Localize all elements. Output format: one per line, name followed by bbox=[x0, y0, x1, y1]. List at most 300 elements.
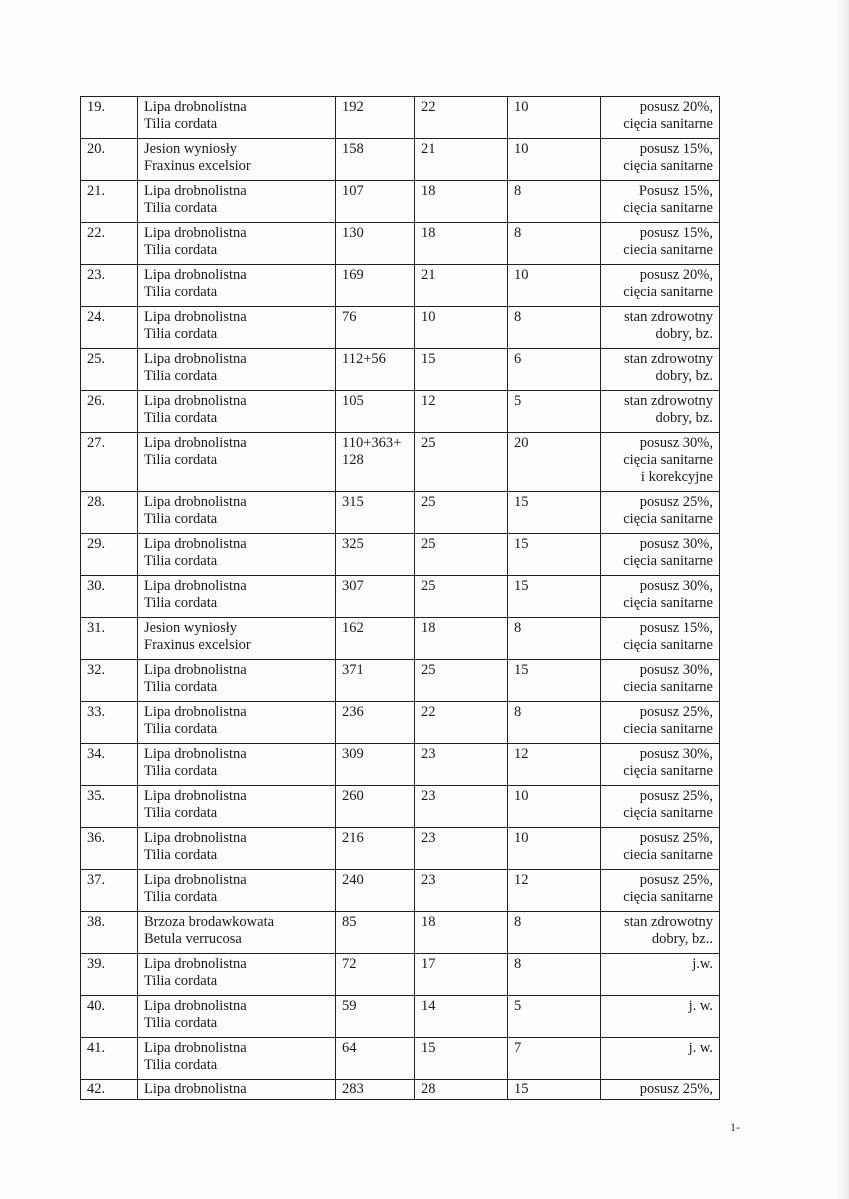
health-state-cell bbox=[601, 912, 720, 954]
tree-number: 29. bbox=[87, 536, 106, 552]
table-row bbox=[81, 870, 720, 912]
crown-width-value: 15 bbox=[514, 662, 529, 678]
tree-number-cell bbox=[81, 576, 138, 618]
crown-width-cell bbox=[508, 139, 601, 181]
trunk-circumference-value: 283 bbox=[342, 1081, 364, 1097]
tree-height-cell bbox=[415, 1038, 508, 1080]
tree-number: 22. bbox=[87, 225, 106, 241]
species-cell bbox=[138, 265, 336, 307]
trunk-circumference-value: 158 bbox=[342, 141, 364, 157]
species-polish-name: Lipa drobnolistna bbox=[144, 662, 247, 678]
health-state-line: dobry, bz.. bbox=[651, 931, 713, 947]
species-cell bbox=[138, 534, 336, 576]
tree-height-cell bbox=[415, 786, 508, 828]
species-polish-name: Lipa drobnolistna bbox=[144, 998, 247, 1014]
crown-width-cell bbox=[508, 223, 601, 265]
health-state-cell bbox=[601, 618, 720, 660]
species-latin-name: Tilia cordata bbox=[144, 763, 218, 779]
tree-height-value: 12 bbox=[421, 393, 436, 409]
species-cell bbox=[138, 786, 336, 828]
crown-width-cell bbox=[508, 1080, 601, 1100]
trunk-circumference-cell bbox=[336, 223, 415, 265]
tree-number: 40. bbox=[87, 998, 106, 1014]
trunk-circumference-value: 105 bbox=[342, 393, 364, 409]
health-state-cell bbox=[601, 744, 720, 786]
health-state-line: dobry, bz. bbox=[655, 368, 713, 384]
trunk-circumference-cell bbox=[336, 534, 415, 576]
health-state-cell bbox=[601, 534, 720, 576]
health-state-cell bbox=[601, 307, 720, 349]
health-state-line: posusz 30%, bbox=[639, 662, 713, 678]
species-polish-name: Lipa drobnolistna bbox=[144, 872, 247, 888]
tree-height-value: 18 bbox=[421, 914, 436, 930]
crown-width-value: 10 bbox=[514, 830, 529, 846]
trunk-circumference-value: 72 bbox=[342, 956, 357, 972]
trunk-circumference-cell bbox=[336, 912, 415, 954]
health-state-cell bbox=[601, 1080, 720, 1100]
health-state-cell bbox=[601, 349, 720, 391]
tree-number: 30. bbox=[87, 578, 106, 594]
species-latin-name: Fraxinus excelsior bbox=[144, 158, 251, 174]
trunk-circumference-cell bbox=[336, 828, 415, 870]
tree-height-cell bbox=[415, 954, 508, 996]
tree-height-value: 22 bbox=[421, 99, 436, 115]
tree-number: 19. bbox=[87, 99, 106, 115]
tree-height-cell bbox=[415, 828, 508, 870]
table-row bbox=[81, 744, 720, 786]
species-cell bbox=[138, 349, 336, 391]
tree-height-cell bbox=[415, 433, 508, 492]
tree-height-value: 25 bbox=[421, 578, 436, 594]
species-latin-name: Tilia cordata bbox=[144, 326, 218, 342]
tree-number-cell bbox=[81, 97, 138, 139]
health-state-line: cięcia sanitarne bbox=[623, 200, 713, 216]
crown-width-value: 10 bbox=[514, 141, 529, 157]
health-state-line: posusz 15%, bbox=[639, 620, 713, 636]
tree-height-value: 18 bbox=[421, 183, 436, 199]
species-cell bbox=[138, 660, 336, 702]
tree-number-cell bbox=[81, 912, 138, 954]
trunk-circumference-cell bbox=[336, 576, 415, 618]
species-latin-name: Tilia cordata bbox=[144, 721, 218, 737]
tree-number: 37. bbox=[87, 872, 106, 888]
crown-width-value: 15 bbox=[514, 1081, 529, 1097]
species-latin-name: Tilia cordata bbox=[144, 595, 218, 611]
species-polish-name: Lipa drobnolistna bbox=[144, 788, 247, 804]
crown-width-cell bbox=[508, 349, 601, 391]
health-state-line: posusz 20%, bbox=[639, 267, 713, 283]
tree-number-cell bbox=[81, 139, 138, 181]
crown-width-value: 8 bbox=[514, 914, 522, 930]
crown-width-cell bbox=[508, 97, 601, 139]
crown-width-value: 8 bbox=[514, 620, 522, 636]
table-row bbox=[81, 1080, 720, 1100]
tree-height-cell bbox=[415, 870, 508, 912]
tree-number-cell bbox=[81, 181, 138, 223]
tree-height-value: 23 bbox=[421, 872, 436, 888]
table-row bbox=[81, 828, 720, 870]
species-latin-name: Tilia cordata bbox=[144, 116, 218, 132]
health-state-cell bbox=[601, 492, 720, 534]
health-state-cell bbox=[601, 181, 720, 223]
crown-width-value: 10 bbox=[514, 267, 529, 283]
crown-width-cell bbox=[508, 576, 601, 618]
trunk-circumference-value: 309 bbox=[342, 746, 364, 762]
health-state-line: dobry, bz. bbox=[655, 410, 713, 426]
crown-width-cell bbox=[508, 954, 601, 996]
trunk-circumference-cell bbox=[336, 181, 415, 223]
species-latin-name: Betula verrucosa bbox=[144, 931, 242, 947]
tree-number-cell bbox=[81, 744, 138, 786]
trunk-circumference-value: 110+363+ bbox=[342, 435, 402, 451]
species-cell bbox=[138, 1038, 336, 1080]
trunk-circumference-value: 315 bbox=[342, 494, 364, 510]
tree-height-cell bbox=[415, 576, 508, 618]
trunk-circumference-cell bbox=[336, 265, 415, 307]
trunk-circumference-cell bbox=[336, 391, 415, 433]
species-cell bbox=[138, 433, 336, 492]
tree-number: 42. bbox=[87, 1081, 106, 1097]
species-cell bbox=[138, 181, 336, 223]
health-state-line: posusz 25%, bbox=[639, 704, 713, 720]
species-polish-name: Lipa drobnolistna bbox=[144, 99, 247, 115]
crown-width-cell bbox=[508, 433, 601, 492]
tree-height-value: 10 bbox=[421, 309, 436, 325]
species-cell bbox=[138, 954, 336, 996]
trunk-circumference-value: 130 bbox=[342, 225, 364, 241]
tree-number-cell bbox=[81, 786, 138, 828]
trunk-circumference-cell bbox=[336, 307, 415, 349]
trunk-circumference-cell bbox=[336, 744, 415, 786]
species-polish-name: Lipa drobnolistna bbox=[144, 225, 247, 241]
species-latin-name: Tilia cordata bbox=[144, 242, 218, 258]
table-row bbox=[81, 996, 720, 1038]
health-state-line: cięcia sanitarne bbox=[623, 763, 713, 779]
trunk-circumference-value: 85 bbox=[342, 914, 357, 930]
tree-height-value: 25 bbox=[421, 536, 436, 552]
species-cell bbox=[138, 1080, 336, 1100]
trunk-circumference-value: 236 bbox=[342, 704, 364, 720]
species-cell bbox=[138, 223, 336, 265]
health-state-cell bbox=[601, 576, 720, 618]
trunk-circumference-value: 162 bbox=[342, 620, 364, 636]
species-cell bbox=[138, 307, 336, 349]
species-polish-name: Lipa drobnolistna bbox=[144, 536, 247, 552]
health-state-cell bbox=[601, 996, 720, 1038]
page-edge-shadow bbox=[837, 0, 849, 1199]
trunk-circumference-value: 128 bbox=[342, 452, 364, 468]
trunk-circumference-cell bbox=[336, 702, 415, 744]
species-polish-name: Lipa drobnolistna bbox=[144, 956, 247, 972]
crown-width-cell bbox=[508, 307, 601, 349]
health-state-line: cięcia sanitarne bbox=[623, 889, 713, 905]
trunk-circumference-cell bbox=[336, 1038, 415, 1080]
tree-number: 31. bbox=[87, 620, 106, 636]
crown-width-value: 8 bbox=[514, 183, 522, 199]
crown-width-value: 5 bbox=[514, 393, 522, 409]
trunk-circumference-cell bbox=[336, 954, 415, 996]
trunk-circumference-cell bbox=[336, 433, 415, 492]
table-row bbox=[81, 349, 720, 391]
trunk-circumference-value: 107 bbox=[342, 183, 364, 199]
tree-height-value: 28 bbox=[421, 1081, 436, 1097]
tree-number-cell bbox=[81, 954, 138, 996]
tree-number-cell bbox=[81, 307, 138, 349]
species-polish-name: Jesion wyniosły bbox=[144, 620, 238, 636]
tree-height-cell bbox=[415, 702, 508, 744]
crown-width-cell bbox=[508, 181, 601, 223]
crown-width-value: 15 bbox=[514, 536, 529, 552]
tree-number-cell bbox=[81, 265, 138, 307]
species-polish-name: Lipa drobnolistna bbox=[144, 746, 247, 762]
tree-number: 20. bbox=[87, 141, 106, 157]
tree-height-value: 25 bbox=[421, 494, 436, 510]
trunk-circumference-cell bbox=[336, 139, 415, 181]
tree-height-value: 22 bbox=[421, 704, 436, 720]
table-row bbox=[81, 181, 720, 223]
health-state-line: cięcia sanitarne bbox=[623, 553, 713, 569]
health-state-line: posusz 30%, bbox=[639, 578, 713, 594]
trunk-circumference-value: 216 bbox=[342, 830, 364, 846]
crown-width-value: 5 bbox=[514, 998, 522, 1014]
crown-width-cell bbox=[508, 744, 601, 786]
crown-width-cell bbox=[508, 265, 601, 307]
table-row bbox=[81, 223, 720, 265]
species-cell bbox=[138, 97, 336, 139]
tree-number-cell bbox=[81, 223, 138, 265]
trunk-circumference-value: 192 bbox=[342, 99, 364, 115]
table-row bbox=[81, 786, 720, 828]
species-latin-name: Tilia cordata bbox=[144, 889, 218, 905]
trunk-circumference-cell bbox=[336, 786, 415, 828]
species-latin-name: Tilia cordata bbox=[144, 452, 218, 468]
tree-number-cell bbox=[81, 702, 138, 744]
species-cell bbox=[138, 828, 336, 870]
health-state-cell bbox=[601, 433, 720, 492]
species-cell bbox=[138, 744, 336, 786]
tree-height-cell bbox=[415, 912, 508, 954]
crown-width-value: 15 bbox=[514, 578, 529, 594]
table-row bbox=[81, 391, 720, 433]
tree-number: 24. bbox=[87, 309, 106, 325]
health-state-line: posusz 25%, bbox=[639, 872, 713, 888]
table-row bbox=[81, 265, 720, 307]
tree-number: 34. bbox=[87, 746, 106, 762]
table-row bbox=[81, 954, 720, 996]
crown-width-value: 15 bbox=[514, 494, 529, 510]
table-row bbox=[81, 492, 720, 534]
tree-height-value: 25 bbox=[421, 662, 436, 678]
tree-height-value: 21 bbox=[421, 267, 436, 283]
tree-height-cell bbox=[415, 618, 508, 660]
tree-height-cell bbox=[415, 996, 508, 1038]
tree-height-cell bbox=[415, 265, 508, 307]
tree-height-cell bbox=[415, 534, 508, 576]
health-state-line: ciecia sanitarne bbox=[623, 721, 713, 737]
tree-number: 28. bbox=[87, 494, 106, 510]
species-latin-name: Tilia cordata bbox=[144, 679, 218, 695]
species-cell bbox=[138, 492, 336, 534]
health-state-line: i korekcyjne bbox=[640, 469, 713, 485]
species-latin-name: Tilia cordata bbox=[144, 200, 218, 216]
crown-width-cell bbox=[508, 786, 601, 828]
crown-width-cell bbox=[508, 534, 601, 576]
species-latin-name: Tilia cordata bbox=[144, 1057, 218, 1073]
table-row bbox=[81, 702, 720, 744]
species-cell bbox=[138, 576, 336, 618]
health-state-line: posusz 25%, bbox=[639, 830, 713, 846]
tree-height-value: 14 bbox=[421, 998, 436, 1014]
table-row bbox=[81, 433, 720, 492]
crown-width-cell bbox=[508, 702, 601, 744]
species-polish-name: Lipa drobnolistna bbox=[144, 1081, 247, 1097]
tree-number-cell bbox=[81, 433, 138, 492]
trunk-circumference-cell bbox=[336, 97, 415, 139]
tree-inventory-body bbox=[81, 97, 720, 1100]
tree-number: 21. bbox=[87, 183, 106, 199]
crown-width-value: 6 bbox=[514, 351, 522, 367]
tree-height-cell bbox=[415, 1080, 508, 1100]
health-state-cell bbox=[601, 786, 720, 828]
health-state-line: Posusz 15%, bbox=[638, 183, 713, 199]
table-row bbox=[81, 660, 720, 702]
species-polish-name: Lipa drobnolistna bbox=[144, 1040, 247, 1056]
tree-number: 25. bbox=[87, 351, 106, 367]
health-state-cell bbox=[601, 954, 720, 996]
tree-number: 39. bbox=[87, 956, 106, 972]
species-polish-name: Jesion wyniosły bbox=[144, 141, 238, 157]
tree-number-cell bbox=[81, 870, 138, 912]
crown-width-cell bbox=[508, 618, 601, 660]
tree-number: 26. bbox=[87, 393, 106, 409]
species-cell bbox=[138, 618, 336, 660]
trunk-circumference-cell bbox=[336, 996, 415, 1038]
tree-number-cell bbox=[81, 391, 138, 433]
crown-width-cell bbox=[508, 912, 601, 954]
table-row bbox=[81, 1038, 720, 1080]
health-state-line: stan zdrowotny bbox=[624, 393, 713, 409]
tree-height-cell bbox=[415, 307, 508, 349]
health-state-line: cięcia sanitarne bbox=[623, 116, 713, 132]
tree-height-cell bbox=[415, 391, 508, 433]
tree-number: 33. bbox=[87, 704, 106, 720]
health-state-line: stan zdrowotny bbox=[624, 351, 713, 367]
tree-number-cell bbox=[81, 660, 138, 702]
health-state-line: j. w. bbox=[688, 1040, 713, 1056]
trunk-circumference-cell bbox=[336, 618, 415, 660]
health-state-cell bbox=[601, 870, 720, 912]
crown-width-cell bbox=[508, 828, 601, 870]
crown-width-value: 20 bbox=[514, 435, 529, 451]
tree-number-cell bbox=[81, 1080, 138, 1100]
crown-width-value: 7 bbox=[514, 1040, 522, 1056]
health-state-cell bbox=[601, 391, 720, 433]
crown-width-value: 12 bbox=[514, 746, 529, 762]
tree-height-cell bbox=[415, 744, 508, 786]
health-state-cell bbox=[601, 223, 720, 265]
table-row bbox=[81, 618, 720, 660]
page-number: 1- bbox=[730, 1120, 740, 1134]
health-state-line: j.w. bbox=[692, 956, 713, 972]
tree-height-cell bbox=[415, 223, 508, 265]
health-state-line: stan zdrowotny bbox=[624, 309, 713, 325]
health-state-line: dobry, bz. bbox=[655, 326, 713, 342]
tree-number: 23. bbox=[87, 267, 106, 283]
crown-width-value: 10 bbox=[514, 99, 529, 115]
tree-number: 32. bbox=[87, 662, 106, 678]
crown-width-cell bbox=[508, 1038, 601, 1080]
health-state-cell bbox=[601, 702, 720, 744]
health-state-line: cięcia sanitarne bbox=[623, 452, 713, 468]
species-latin-name: Tilia cordata bbox=[144, 410, 218, 426]
tree-height-cell bbox=[415, 181, 508, 223]
table-row bbox=[81, 912, 720, 954]
tree-number: 35. bbox=[87, 788, 106, 804]
health-state-cell bbox=[601, 1038, 720, 1080]
species-latin-name: Tilia cordata bbox=[144, 553, 218, 569]
species-polish-name: Lipa drobnolistna bbox=[144, 435, 247, 451]
tree-height-value: 23 bbox=[421, 788, 436, 804]
tree-number-cell bbox=[81, 828, 138, 870]
species-cell bbox=[138, 139, 336, 181]
crown-width-value: 8 bbox=[514, 704, 522, 720]
tree-height-value: 18 bbox=[421, 620, 436, 636]
species-polish-name: Brzoza brodawkowata bbox=[144, 914, 275, 930]
trunk-circumference-value: 112+56 bbox=[342, 351, 386, 367]
species-latin-name: Tilia cordata bbox=[144, 805, 218, 821]
tree-height-value: 15 bbox=[421, 1040, 436, 1056]
table-row bbox=[81, 576, 720, 618]
trunk-circumference-cell bbox=[336, 870, 415, 912]
tree-number-cell bbox=[81, 492, 138, 534]
species-polish-name: Lipa drobnolistna bbox=[144, 494, 247, 510]
table-row bbox=[81, 307, 720, 349]
tree-height-cell bbox=[415, 349, 508, 391]
species-latin-name: Tilia cordata bbox=[144, 368, 218, 384]
species-cell bbox=[138, 870, 336, 912]
tree-height-value: 23 bbox=[421, 830, 436, 846]
tree-height-value: 25 bbox=[421, 435, 436, 451]
species-polish-name: Lipa drobnolistna bbox=[144, 309, 247, 325]
tree-number: 38. bbox=[87, 914, 106, 930]
health-state-cell bbox=[601, 265, 720, 307]
health-state-cell bbox=[601, 139, 720, 181]
trunk-circumference-value: 240 bbox=[342, 872, 364, 888]
tree-number: 27. bbox=[87, 435, 106, 451]
crown-width-value: 12 bbox=[514, 872, 529, 888]
health-state-line: ciecia sanitarne bbox=[623, 679, 713, 695]
crown-width-value: 8 bbox=[514, 956, 522, 972]
tree-number-cell bbox=[81, 996, 138, 1038]
tree-height-value: 23 bbox=[421, 746, 436, 762]
species-polish-name: Lipa drobnolistna bbox=[144, 351, 247, 367]
trunk-circumference-value: 260 bbox=[342, 788, 364, 804]
species-cell bbox=[138, 912, 336, 954]
species-latin-name: Fraxinus excelsior bbox=[144, 637, 251, 653]
species-polish-name: Lipa drobnolistna bbox=[144, 578, 247, 594]
species-polish-name: Lipa drobnolistna bbox=[144, 183, 247, 199]
health-state-line: posusz 15%, bbox=[639, 225, 713, 241]
tree-number-cell bbox=[81, 534, 138, 576]
species-cell bbox=[138, 391, 336, 433]
species-latin-name: Tilia cordata bbox=[144, 1015, 218, 1031]
crown-width-cell bbox=[508, 492, 601, 534]
tree-height-value: 15 bbox=[421, 351, 436, 367]
health-state-line: cięcia sanitarne bbox=[623, 511, 713, 527]
species-polish-name: Lipa drobnolistna bbox=[144, 830, 247, 846]
trunk-circumference-value: 76 bbox=[342, 309, 357, 325]
species-polish-name: Lipa drobnolistna bbox=[144, 704, 247, 720]
